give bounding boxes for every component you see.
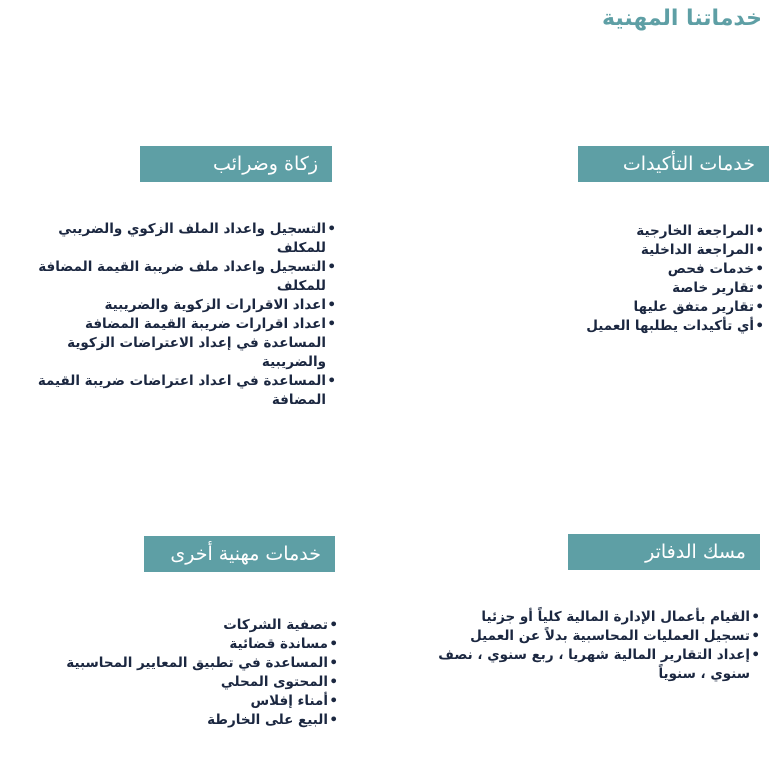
list-item: • تقارير متفق عليها bbox=[544, 298, 764, 317]
list-item: • المساعدة في اعداد اعتراضات ضريبة القيمة المضافة bbox=[26, 372, 336, 410]
bookkeeping-list bbox=[420, 608, 760, 684]
list-item: • البيع على الخارطة bbox=[38, 711, 338, 730]
list-item: • التسجيل واعداد الملف الزكوي والضريبي للمكلف bbox=[26, 220, 336, 258]
list-item: • المراجعة الخارجية bbox=[544, 222, 764, 241]
list-item: • أي تأكيدات يطلبها العميل bbox=[544, 317, 764, 336]
list-item: • خدمات فحص bbox=[544, 260, 764, 279]
zakat-taxes-list bbox=[26, 220, 336, 410]
list-item: • القيام بأعمال الإدارة المالية كلياً أو جزئيا bbox=[420, 608, 760, 627]
assurance-services-header: خدمات التأكيدات bbox=[578, 146, 769, 182]
list-item: • اعداد الاقرارات الزكوية والضريبية bbox=[26, 296, 336, 315]
list-item: • اعداد اقرارات ضريبة القيمة المضافة المساعدة في إعداد الاعتراضات الزكوية والضريبية bbox=[26, 315, 336, 372]
list-item: • تقارير خاصة bbox=[544, 279, 764, 298]
list-item: • إعداد التقارير المالية شهريا ، ربع سنوي ، نصف سنوي ، سنوياً bbox=[420, 646, 760, 684]
list-item: • أمناء إفلاس bbox=[38, 692, 338, 711]
list-item: • المراجعة الداخلية bbox=[544, 241, 764, 260]
list-item: • المساعدة في تطبيق المعايير المحاسبية bbox=[38, 654, 338, 673]
list-item: • مساندة قضائية bbox=[38, 635, 338, 654]
list-item: • تسجيل العمليات المحاسبية بدلاً عن العميل bbox=[420, 627, 760, 646]
list-item: • المحتوى المحلي bbox=[38, 673, 338, 692]
other-services-list bbox=[38, 616, 338, 730]
list-item: • التسجيل واعداد ملف ضريبة القيمة المضافة للمكلف bbox=[26, 258, 336, 296]
zakat-taxes-header: زكاة وضرائب bbox=[140, 146, 332, 182]
other-services-header: خدمات مهنية أخرى bbox=[144, 536, 335, 572]
list-item: • تصفية الشركات bbox=[38, 616, 338, 635]
bookkeeping-header: مسك الدفاتر bbox=[568, 534, 760, 570]
page-title: خدماتنا المهنية bbox=[602, 6, 762, 31]
assurance-services-list bbox=[544, 222, 764, 336]
